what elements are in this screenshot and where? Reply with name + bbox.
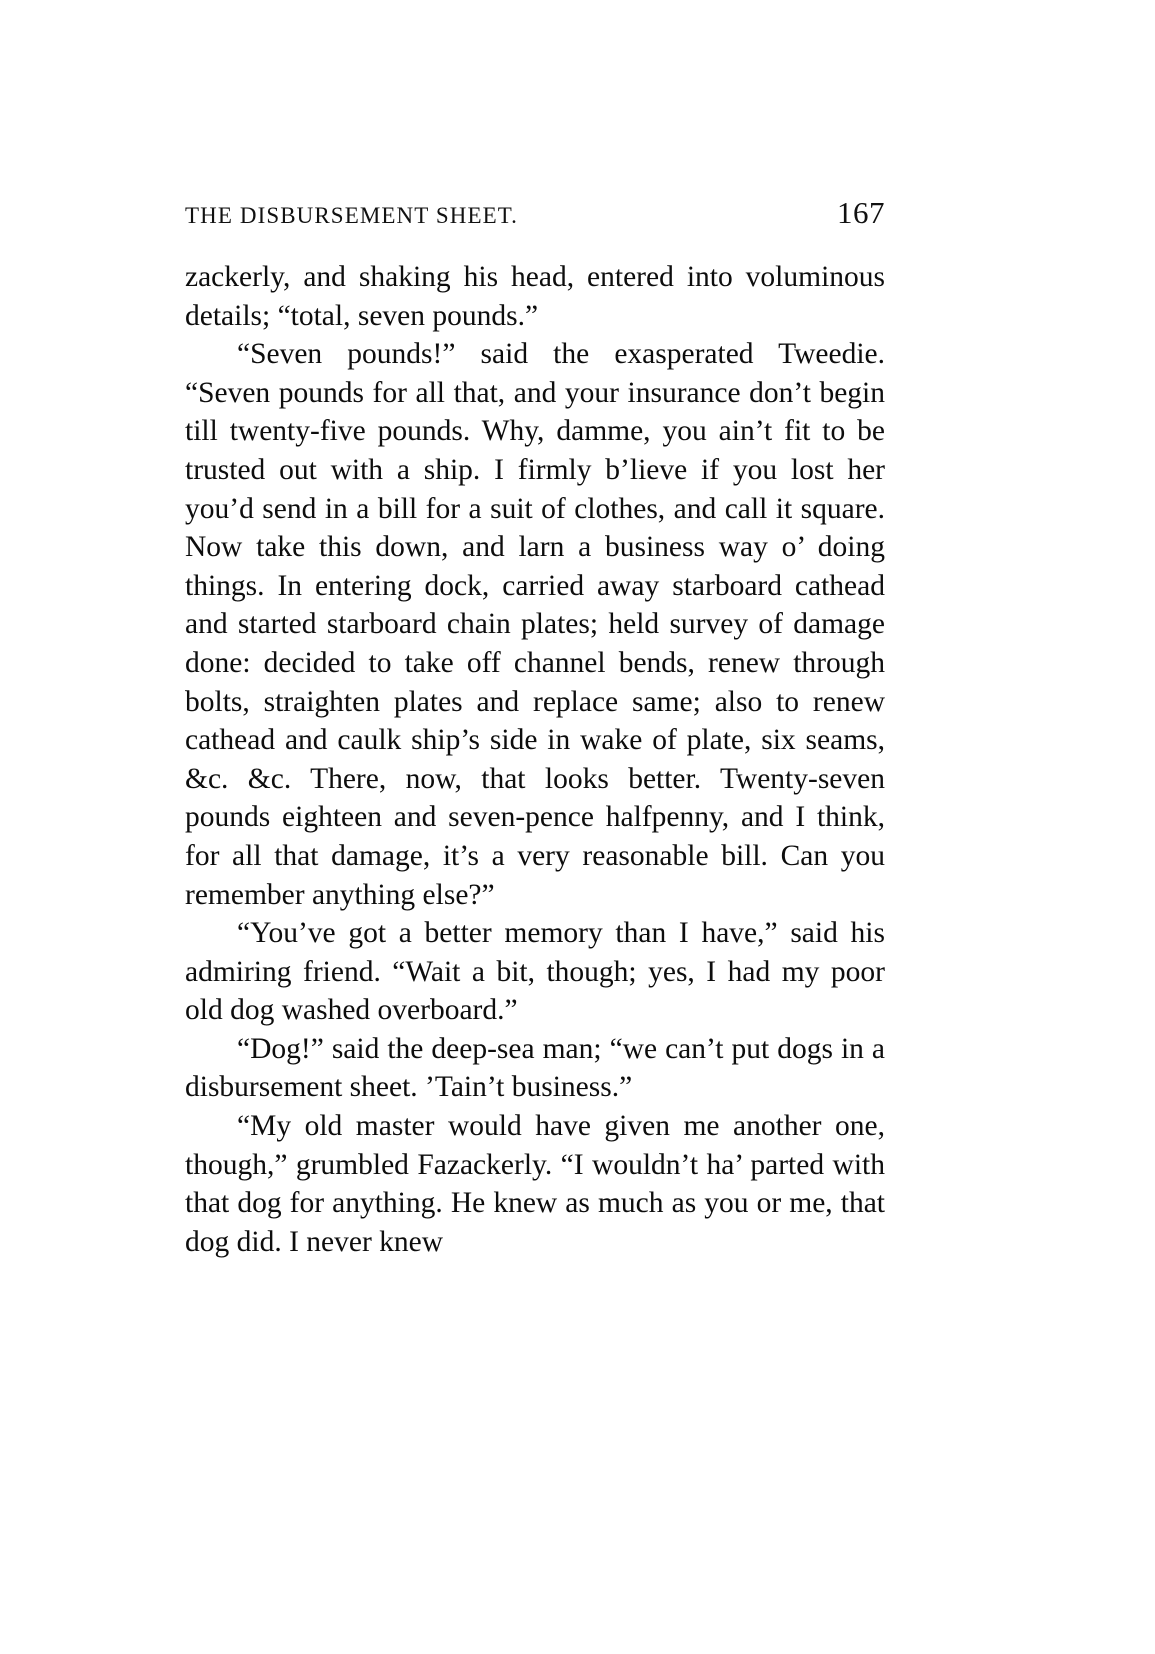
paragraph: “Dog!” said the deep-sea man; “we can’t put dogs in a disbursement sheet. ’Tain’t business.” [185, 1032, 885, 1104]
body-text [185, 258, 885, 1261]
paragraph: “My old master would have given me another one, though,” grumbled Fazackerly. “I wouldn’t ha’ parted with that dog for anything. He knew as much as you or me, that dog did. I never knew [185, 1110, 885, 1258]
paragraph: “You’ve got a better memory than I have,” said his admiring friend. “Wait a bit, though; yes, I had my poor old dog washed overboard.” [185, 917, 885, 1027]
page-header [185, 195, 885, 231]
paragraph: zackerly, and shaking his head, entered into voluminous details; “total, seven pounds.” [185, 261, 885, 332]
paragraph: “Seven pounds!” said the exasperated Tweedie. “Seven pounds for all that, and your insurance don’t begin till twenty-five pounds. Why, damme, you ain’t fit to be trusted out with a ship. I firmly b’lieve if you lost her you’d send in a bill for a suit of clothes, and call it square. Now take this down, and larn a business way o’ doing things. In entering dock, carried away starboard cathead and started starboard chain plates; held survey of damage done: decided to take off channel bends, renew through bolts, straighten plates and replace same; also to renew cathead and caulk ship’s side in wake of plate, six seams, &c. &c. There, now, that looks better. Twenty-seven pounds eighteen and seven-pence halfpenny, and I think, for all that damage, it’s a very reasonable bill. Can you remember anything else?” [185, 338, 885, 911]
running-title: THE DISBURSEMENT SHEET. [185, 203, 519, 228]
page-number: 167 [837, 195, 885, 230]
